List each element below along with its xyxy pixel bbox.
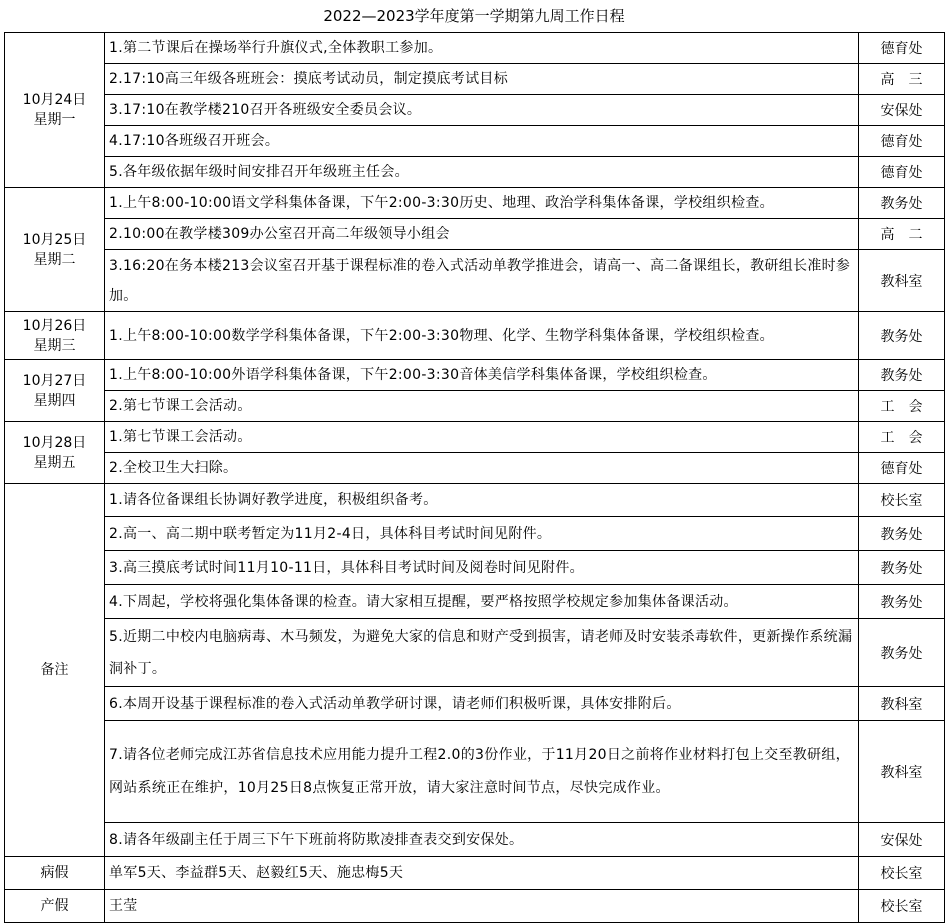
- table-row: [5, 391, 945, 422]
- table-row: [5, 823, 945, 857]
- table-row: [5, 857, 945, 890]
- table-row: [5, 619, 945, 687]
- item-cell: 1.上午8:00-10:00语文学科集体备课，下午2:00-3:30历史、地理、政治学科集体备课，学校组织检查。: [105, 188, 859, 219]
- table-row: [5, 484, 945, 517]
- table-row: [5, 64, 945, 95]
- schedule-table: [4, 32, 945, 923]
- weekday-label: 星期五: [33, 454, 76, 471]
- date-cell-wed: [5, 312, 105, 360]
- weekday-label: 星期四: [33, 392, 76, 409]
- item-cell: 1.第七节课工会活动。: [105, 422, 859, 453]
- table-row: [5, 687, 945, 721]
- note-item-cell: 2.高一、高二期中联考暂定为11月2-4日，具体科目考试时间见附件。: [105, 517, 859, 551]
- notes-label-cell: 备注: [5, 484, 105, 857]
- weekday-label: 星期二: [33, 251, 76, 268]
- dept-cell: 教务处: [859, 360, 945, 391]
- note-item-cell: 8.请各年级副主任于周三下午下班前将防欺凌排查表交到安保处。: [105, 823, 859, 857]
- weekday-label: 星期三: [33, 337, 76, 354]
- table-row: [5, 517, 945, 551]
- date-label: 10月27日: [22, 372, 87, 389]
- item-cell: 2.全校卫生大扫除。: [105, 453, 859, 484]
- note-item-cell: 7.请各位老师完成江苏省信息技术应用能力提升工程2.0的3份作业，于11月20日之前将作业材料打包上交至教研组，网站系统正在维护，10月25日8点恢复正常开放，请大家注意时间节点，尽快完成作业。: [105, 721, 859, 823]
- date-cell-mon: [5, 33, 105, 188]
- table-row: [5, 453, 945, 484]
- dept-cell: 安保处: [859, 95, 945, 126]
- note-item-cell: 5.近期二中校内电脑病毒、木马频发，为避免大家的信息和财产受到损害，请老师及时安装杀毒软件，更新操作系统漏洞补丁。: [105, 619, 859, 687]
- table-row: [5, 551, 945, 585]
- item-cell: 1.第二节课后在操场举行升旗仪式,全体教职工参加。: [105, 33, 859, 64]
- table-row: [5, 219, 945, 250]
- maternity-leave-names: 王莹: [105, 890, 859, 923]
- dept-cell: 校长室: [859, 890, 945, 923]
- item-cell: 2.10:00在教学楼309办公室召开高二年级领导小组会: [105, 219, 859, 250]
- date-cell-thu: [5, 360, 105, 422]
- item-cell: 3.17:10在教学楼210召开各班级安全委员会议。: [105, 95, 859, 126]
- dept-cell: 教务处: [859, 551, 945, 585]
- date-cell-fri: [5, 422, 105, 484]
- table-row: [5, 312, 945, 360]
- table-row: [5, 890, 945, 923]
- dept-cell: 校长室: [859, 484, 945, 517]
- item-cell: 3.16:20在务本楼213会议室召开基于课程标准的卷入式活动单教学推进会，请高一、高二备课组长，教研组长准时参加。: [105, 250, 859, 312]
- table-row: [5, 188, 945, 219]
- table-row: [5, 585, 945, 619]
- table-row: [5, 360, 945, 391]
- date-label: 10月26日: [22, 317, 87, 334]
- maternity-leave-label: 产假: [5, 890, 105, 923]
- weekday-label: 星期一: [33, 112, 76, 128]
- dept-cell: 教务处: [859, 517, 945, 551]
- dept-cell: 高 二: [859, 219, 945, 250]
- dept-cell: 工 会: [859, 422, 945, 453]
- item-cell: 1.上午8:00-10:00外语学科集体备课，下午2:00-3:30音体美信学科集体备课，学校组织检查。: [105, 360, 859, 391]
- item-cell: 5.各年级依据年级时间安排召开年级班主任会。: [105, 157, 859, 188]
- date-label: 10月24日: [22, 92, 87, 108]
- dept-cell: 德育处: [859, 33, 945, 64]
- sick-leave-label: 病假: [5, 857, 105, 890]
- note-item-cell: 4.下周起，学校将强化集体备课的检查。请大家相互提醒，要严格按照学校规定参加集体备课活动。: [105, 585, 859, 619]
- dept-cell: 德育处: [859, 157, 945, 188]
- dept-cell: 教科室: [859, 687, 945, 721]
- note-item-cell: 6.本周开设基于课程标准的卷入式活动单教学研讨课，请老师们积极听课，具体安排附后。: [105, 687, 859, 721]
- dept-cell: 教务处: [859, 188, 945, 219]
- dept-cell: 高 三: [859, 64, 945, 95]
- dept-cell: 教务处: [859, 619, 945, 687]
- note-item-cell: 3.高三摸底考试时间11月10-11日，具体科目考试时间及阅卷时间见附件。: [105, 551, 859, 585]
- table-row: [5, 250, 945, 312]
- item-cell: 2.17:10高三年级各班班会：摸底考试动员，制定摸底考试目标: [105, 64, 859, 95]
- table-row: [5, 157, 945, 188]
- date-label: 10月28日: [22, 434, 87, 451]
- table-row: [5, 721, 945, 823]
- table-row: [5, 95, 945, 126]
- dept-cell: 工 会: [859, 391, 945, 422]
- item-cell: 4.17:10各班级召开班会。: [105, 126, 859, 157]
- dept-cell: 德育处: [859, 453, 945, 484]
- dept-cell: 校长室: [859, 857, 945, 890]
- table-row: [5, 422, 945, 453]
- sick-leave-names: 单军5天、李益群5天、赵毅红5天、施忠梅5天: [105, 857, 859, 890]
- dept-cell: 德育处: [859, 126, 945, 157]
- table-row: [5, 126, 945, 157]
- dept-cell: 教科室: [859, 721, 945, 823]
- note-item-cell: 1.请各位备课组长协调好教学进度，积极组织备考。: [105, 484, 859, 517]
- dept-cell: 教务处: [859, 585, 945, 619]
- table-row: [5, 33, 945, 64]
- item-cell: 1.上午8:00-10:00数学学科集体备课，下午2:00-3:30物理、化学、生物学科集体备课，学校组织检查。: [105, 312, 859, 360]
- dept-cell: 教科室: [859, 250, 945, 312]
- dept-cell: 安保处: [859, 823, 945, 857]
- dept-cell: 教务处: [859, 312, 945, 360]
- date-cell-tue: [5, 188, 105, 312]
- date-label: 10月25日: [22, 231, 87, 248]
- page-title: 2022—2023学年度第一学期第九周工作日程: [323, 7, 625, 25]
- item-cell: 2.第七节课工会活动。: [105, 391, 859, 422]
